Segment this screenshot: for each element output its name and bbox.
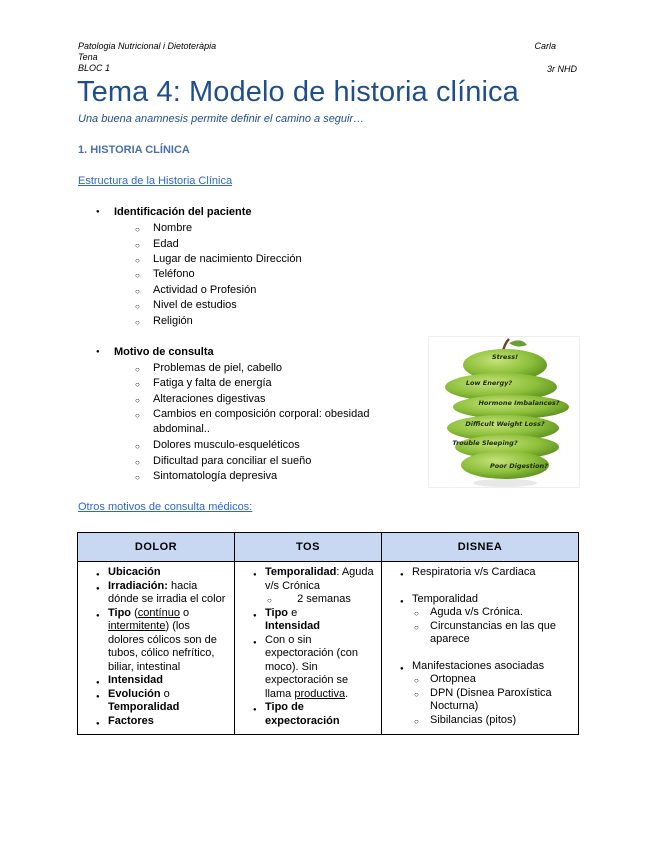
dolor-tipo-continuo: contínuo xyxy=(137,606,180,619)
apple-label: Low Energy? xyxy=(465,379,513,387)
dolor-tipo-open: ( xyxy=(131,606,138,619)
symptoms-table xyxy=(77,532,579,735)
apple-label: Poor Digestion? xyxy=(490,462,548,470)
disnea-sub-item: Ortopnea xyxy=(430,673,476,685)
identification-heading: ● Identificación del paciente xyxy=(96,206,252,218)
column-header-tos: TOS xyxy=(235,533,382,562)
dolor-irradiacion-text: hacia dónde se irradia el color xyxy=(108,579,226,605)
consultation-item: ○ Cambios en composición corporal: obesidad abdominal.. xyxy=(135,407,395,437)
tos-dot: . xyxy=(345,687,349,700)
tos-cell xyxy=(235,562,382,735)
dolor-tipo-text: ) (los dolores cólicos son de tubos, cólico nefrítico, biliar, intestinal xyxy=(108,620,217,673)
dolor-factores: Factores xyxy=(108,714,154,727)
table-row xyxy=(78,562,579,735)
header-left xyxy=(78,41,216,74)
table-header-row xyxy=(78,533,579,562)
page-subtitle: Una buena anamnesis permite definir el camino a seguir… xyxy=(78,113,365,125)
apple-label: Difficult Weight Loss? xyxy=(465,420,545,428)
consultation-item: ○ Dolores musculo-esqueléticos xyxy=(135,438,300,453)
identification-item: ○ Teléfono xyxy=(135,267,195,282)
page-title: Tema 4: Modelo de historia clínica xyxy=(77,76,519,108)
consultation-item: ○ Dificultad para conciliar el sueño xyxy=(135,454,311,469)
header-block: BLOC 1 xyxy=(78,63,111,73)
dolor-ubicacion: Ubicación xyxy=(108,566,161,578)
disnea-item: Respiratoria v/s Cardiaca xyxy=(412,566,536,578)
column-header-disnea: DISNEA xyxy=(382,533,579,562)
consultation-item: ○ Alteraciones digestivas xyxy=(135,392,266,407)
tos-intensidad: Intensidad xyxy=(265,620,321,632)
consultation-heading: ● Motivo de consulta xyxy=(96,346,214,358)
sliced-apple-image xyxy=(428,336,580,488)
disnea-sub-item: Circunstancias en las que aparece xyxy=(430,619,556,645)
dolor-irradiacion-label: Irradiación: xyxy=(108,579,168,592)
identification-item: ○ Nombre xyxy=(135,221,192,236)
disnea-sub-item: Sibilancias (pitos) xyxy=(430,713,517,726)
tos-expectoracion-text: Con o sin expectoración (con moco). Sin expectoración se llama xyxy=(265,633,358,700)
tos-temporalidad-label: Temporalidad xyxy=(265,566,337,578)
disnea-item: Temporalidad xyxy=(412,592,479,605)
tos-tipo-label: Tipo xyxy=(265,606,289,619)
disnea-cell xyxy=(382,562,579,735)
consultation-item: ○ Problemas de piel, cabello xyxy=(135,361,282,376)
apple-label: Stress! xyxy=(491,353,519,361)
header-course: Patologia Nutricional i Dietoteràpia xyxy=(78,41,217,51)
dolor-tipo-label: Tipo xyxy=(108,606,132,619)
tos-tipo-expectoracion: Tipo de expectoración xyxy=(265,701,340,727)
dolor-evolucion-o: o xyxy=(160,687,170,700)
dolor-tipo-o: o xyxy=(179,606,190,619)
section-heading: 1. HISTORIA CLÍNICA xyxy=(78,144,190,156)
consultation-item: ○ Fatiga y falta de energía xyxy=(135,376,272,391)
identification-item: ○ Lugar de nacimiento Dirección xyxy=(135,252,302,267)
tos-productiva: productiva xyxy=(294,687,346,700)
column-header-dolor: DOLOR xyxy=(78,533,235,562)
tos-sub-item: 2 semanas xyxy=(297,593,351,605)
header-teacher: Tena xyxy=(78,52,98,62)
dolor-temporalidad: Temporalidad xyxy=(108,701,180,713)
header-course-year: 3r NHD xyxy=(546,64,577,74)
header-author: Carla xyxy=(534,41,556,51)
disnea-sub-item: Aguda v/s Crónica. xyxy=(430,606,523,618)
tos-temporalidad-text: : Aguda v/s Crónica xyxy=(265,566,374,592)
identification-item: ○ Actividad o Profesión xyxy=(135,283,256,298)
disnea-sub-item: DPN (Disnea Paroxística Nocturna) xyxy=(430,686,552,712)
identification-item: ○ Religión xyxy=(135,314,193,329)
other-reasons-link[interactable]: Otros motivos de consulta médicos: xyxy=(78,501,253,513)
consultation-item: ○ Sintomatología depresiva xyxy=(135,469,277,484)
dolor-intensidad: Intensidad xyxy=(108,674,164,686)
structure-link[interactable]: Estructura de la Historia Clínica xyxy=(78,175,233,187)
apple-label: Trouble Sleeping? xyxy=(452,439,518,447)
disnea-item: Manifestaciones asociadas xyxy=(412,659,545,672)
tos-tipo-e: e xyxy=(288,606,298,619)
sliced-apple-icon xyxy=(429,337,579,487)
dolor-cell xyxy=(78,562,235,735)
dolor-evolucion: Evolución xyxy=(108,687,161,700)
identification-item: ○ Edad xyxy=(135,237,179,252)
identification-item: ○ Nivel de estudios xyxy=(135,298,237,313)
dolor-tipo-intermitente: intermitente xyxy=(108,620,166,632)
apple-label: Hormone Imbalances? xyxy=(478,399,560,407)
